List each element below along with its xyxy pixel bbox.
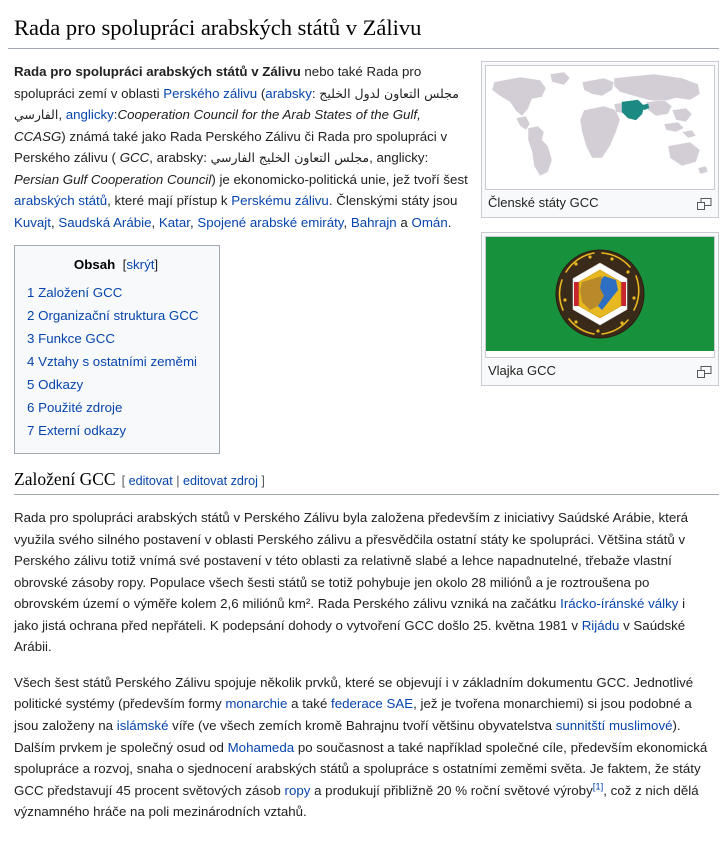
p2-text-a: Všech šest států Perského Zálivu spojuje několik prvků, které se objevují i v základním dokumentu GCC. Jednotlivé politické systémy (především formy — [14, 674, 694, 712]
toc-item-number[interactable]: 6 — [27, 399, 35, 415]
p1-text-b: i jako jistá ochrana před nepřáteli. K podepsání dohody o vytvoření GCC došlo 25. května 1981 v — [14, 596, 686, 633]
link-ropy[interactable]: ropy — [284, 782, 311, 798]
body-paragraph-1 — [14, 507, 713, 658]
lead-text-15: , — [343, 214, 351, 230]
toc-heading-text: Obsah — [73, 257, 116, 273]
thumbnail-flag[interactable] — [481, 232, 719, 386]
toc-item-number[interactable]: 2 — [27, 307, 35, 323]
link-islamske[interactable]: islámské — [116, 718, 169, 733]
toc-item[interactable] — [27, 283, 205, 303]
lead-text-6: ) známá také jako Rada Perského Zálivu či Rada pro spolupráci v Perského zálivu ( — [14, 128, 448, 166]
edit-bracket-close: ] — [261, 474, 265, 489]
lead-text-2: ( — [257, 85, 266, 101]
toc-item[interactable] — [27, 398, 205, 418]
edit-bracket-open: [ — [121, 474, 126, 489]
map-image-frame[interactable] — [485, 65, 715, 190]
toc-item[interactable] — [27, 352, 205, 372]
link-anglicky-1[interactable]: anglicky — [65, 107, 114, 123]
gcc-flag-image[interactable] — [486, 237, 714, 351]
link-katar[interactable]: Katar — [158, 214, 190, 230]
toc-item-label[interactable]: Funkce GCC — [38, 330, 115, 346]
lead-text-5: : — [113, 107, 118, 123]
toc-bracket-open: [ — [122, 257, 127, 273]
toc-item[interactable] — [27, 375, 205, 395]
toc-item-label[interactable]: Organizační struktura GCC — [38, 307, 199, 323]
toc-item[interactable] — [27, 329, 205, 349]
arabic-name-1: مجلس التعاون لدول الخليج الفارسي — [14, 85, 459, 123]
link-monarchie[interactable]: monarchie — [225, 696, 288, 712]
enlarge-icon[interactable] — [697, 198, 712, 210]
p2-text-h: , což z nich dělá významného hráče na poli mezinárodních vztahů. — [14, 782, 699, 820]
p2-text-f: po současnost a také například společné cíle, především ekonomická spolupráce a rozvoj, snaha o sjednocení arabských států a spolupráce s ostatními zeměmi světa. Je faktem, že státy GCC představují 45 procent světových zásob — [14, 739, 708, 798]
toc-toggle — [123, 257, 158, 272]
article-bold-title: Rada pro spolupráci arabských států v Zálivu — [14, 64, 301, 80]
toc-item[interactable] — [27, 306, 205, 326]
link-sunnitsti-muslimove[interactable]: sunnitští muslimové — [555, 718, 673, 733]
p2-text-b: a také — [287, 696, 332, 712]
title-divider — [8, 48, 719, 49]
section-heading-zalozeni-gcc — [14, 468, 719, 491]
lead-text-17: . — [447, 214, 452, 230]
body-paragraph-2 — [14, 672, 713, 823]
map-caption-text: Členské státy GCC — [488, 194, 599, 210]
table-of-contents — [14, 245, 220, 454]
lead-text-16: a — [396, 214, 412, 230]
lead-text-4: , — [58, 107, 66, 123]
flag-caption-text: Vlajka GCC — [488, 363, 556, 379]
link-spojene-arabske-emiraty[interactable]: Spojené arabské emiráty — [197, 214, 344, 230]
link-mohamed[interactable]: Mohameda — [227, 739, 295, 755]
link-rijad[interactable]: Rijádu — [581, 617, 620, 633]
lead-text-13: , — [151, 214, 159, 230]
p1-text-c: v Saúdské Arábii. — [14, 617, 686, 655]
lead-text-9: ) je ekonomicko-politická unie, jež tvoří šest — [211, 171, 468, 187]
toc-list — [27, 283, 205, 441]
link-kuvajt[interactable]: Kuvajt — [14, 214, 51, 230]
abbrev-gcc: GCC — [119, 150, 150, 166]
link-arabsky-1[interactable]: arabsky — [265, 85, 312, 101]
lead-text-10: , které mají přístup k — [107, 193, 232, 209]
lead-text-8: , anglicky: — [369, 150, 429, 166]
thumbnail-column — [481, 61, 719, 400]
toc-item-label[interactable]: Založení GCC — [38, 284, 123, 300]
toc-toggle-link[interactable]: skrýt — [126, 257, 155, 273]
toc-item-label[interactable]: Vztahy s ostatními zeměmi — [38, 353, 197, 369]
lead-text-1: nebo také Rada pro spolupráci zemí v oblasti — [14, 64, 422, 101]
link-saudska-arabie[interactable]: Saudská Arábie — [58, 214, 152, 230]
thumbnail-map[interactable] — [481, 61, 719, 217]
link-persky-zaliv[interactable]: Perského zálivu — [163, 85, 258, 101]
edit-source-link[interactable]: editovat zdroj — [182, 474, 258, 489]
toc-item-label[interactable]: Použité zdroje — [38, 399, 123, 415]
p2-text-d: víře (ve všech zemích kromě Bahrajnu tvoří většinu obyvatelstva — [168, 718, 556, 733]
enlarge-icon[interactable] — [697, 366, 712, 378]
section-divider — [14, 494, 719, 495]
link-perskemu-zalivu[interactable]: Perskému zálivu — [231, 193, 329, 209]
link-bahrajn[interactable]: Bahrajn — [350, 214, 397, 230]
page-title: Rada pro spolupráci arabských států v Zálivu — [14, 15, 422, 40]
section-edit-links — [122, 474, 265, 488]
edit-separator: | — [176, 474, 180, 489]
link-federace-sae[interactable]: federace SAE — [331, 696, 414, 712]
section-heading-text: Založení GCC — [14, 469, 116, 490]
toc-item[interactable] — [27, 421, 205, 441]
toc-item-number[interactable]: 3 — [27, 330, 35, 346]
link-iracko-iranska-valka[interactable]: Irácko-íránské války — [560, 596, 679, 612]
toc-bracket-close: ] — [154, 257, 159, 273]
lead-text-14: , — [189, 214, 198, 230]
english-name-2: Persian Gulf Cooperation Council — [14, 171, 212, 187]
lead-text-11: . Členskými státy jsou — [328, 193, 458, 209]
toc-heading — [27, 254, 205, 276]
p2-text-c: , jež je tvořena monarchiemi) si jsou podobné a jsou založeny na — [14, 696, 692, 733]
lead-text-7: , arabsky: — [149, 150, 211, 166]
toc-item-label[interactable]: Externí odkazy — [38, 422, 127, 438]
link-arabske-staty[interactable]: arabských států — [14, 193, 108, 209]
toc-item-number[interactable]: 4 — [27, 353, 35, 369]
world-map-image[interactable] — [486, 66, 714, 182]
link-oman[interactable]: Omán — [411, 214, 448, 230]
map-caption — [485, 190, 715, 214]
p2-text-g: a produkují přibližně 20 % roční světové výroby — [310, 782, 593, 798]
lead-text-12: , — [50, 214, 59, 230]
article-content — [8, 61, 719, 823]
lead-text-3: : — [311, 85, 320, 101]
edit-link[interactable]: editovat — [128, 474, 173, 489]
p1-text-a: Rada pro spolupráci arabských států v Perského Zálivu byla založena především z iniciativy Saúdské Arábie, která využila svého silného postavení v oblasti Perského zálivu a přesvědčila ostatní státy ke spolupráci. Většina států v Perského zálivu totiž vnímá své postavení v této oblasti za relativně slabé a lehce napadnutelné, třebaže vlastní obrovské zásoby ropy. Populace všech šesti států se totiž pohybuje jen okolo 28 miliónů a je roztroušena po obrovském území o výměře kolem 2,6 miliónů km². Rada Perského zálivu vzniká na začátku — [14, 510, 689, 612]
toc-item-number[interactable]: 1 — [27, 284, 35, 300]
english-name-1: Cooperation Council for the Arab States of the Gulf, CCASG — [14, 107, 421, 144]
toc-item-number[interactable]: 7 — [27, 422, 35, 438]
toc-item-label[interactable]: Odkazy — [38, 376, 84, 392]
flag-image-frame[interactable] — [485, 236, 715, 359]
reference-link[interactable]: [1] — [592, 781, 604, 793]
flag-caption — [485, 358, 715, 382]
arabic-name-2: مجلس التعاون الخليج الفارسي — [210, 150, 370, 166]
toc-item-number[interactable]: 5 — [27, 376, 35, 392]
reference-marker-1[interactable] — [593, 781, 604, 792]
p2-text-e: ). Dalším prvkem je společný osud od — [14, 718, 681, 755]
